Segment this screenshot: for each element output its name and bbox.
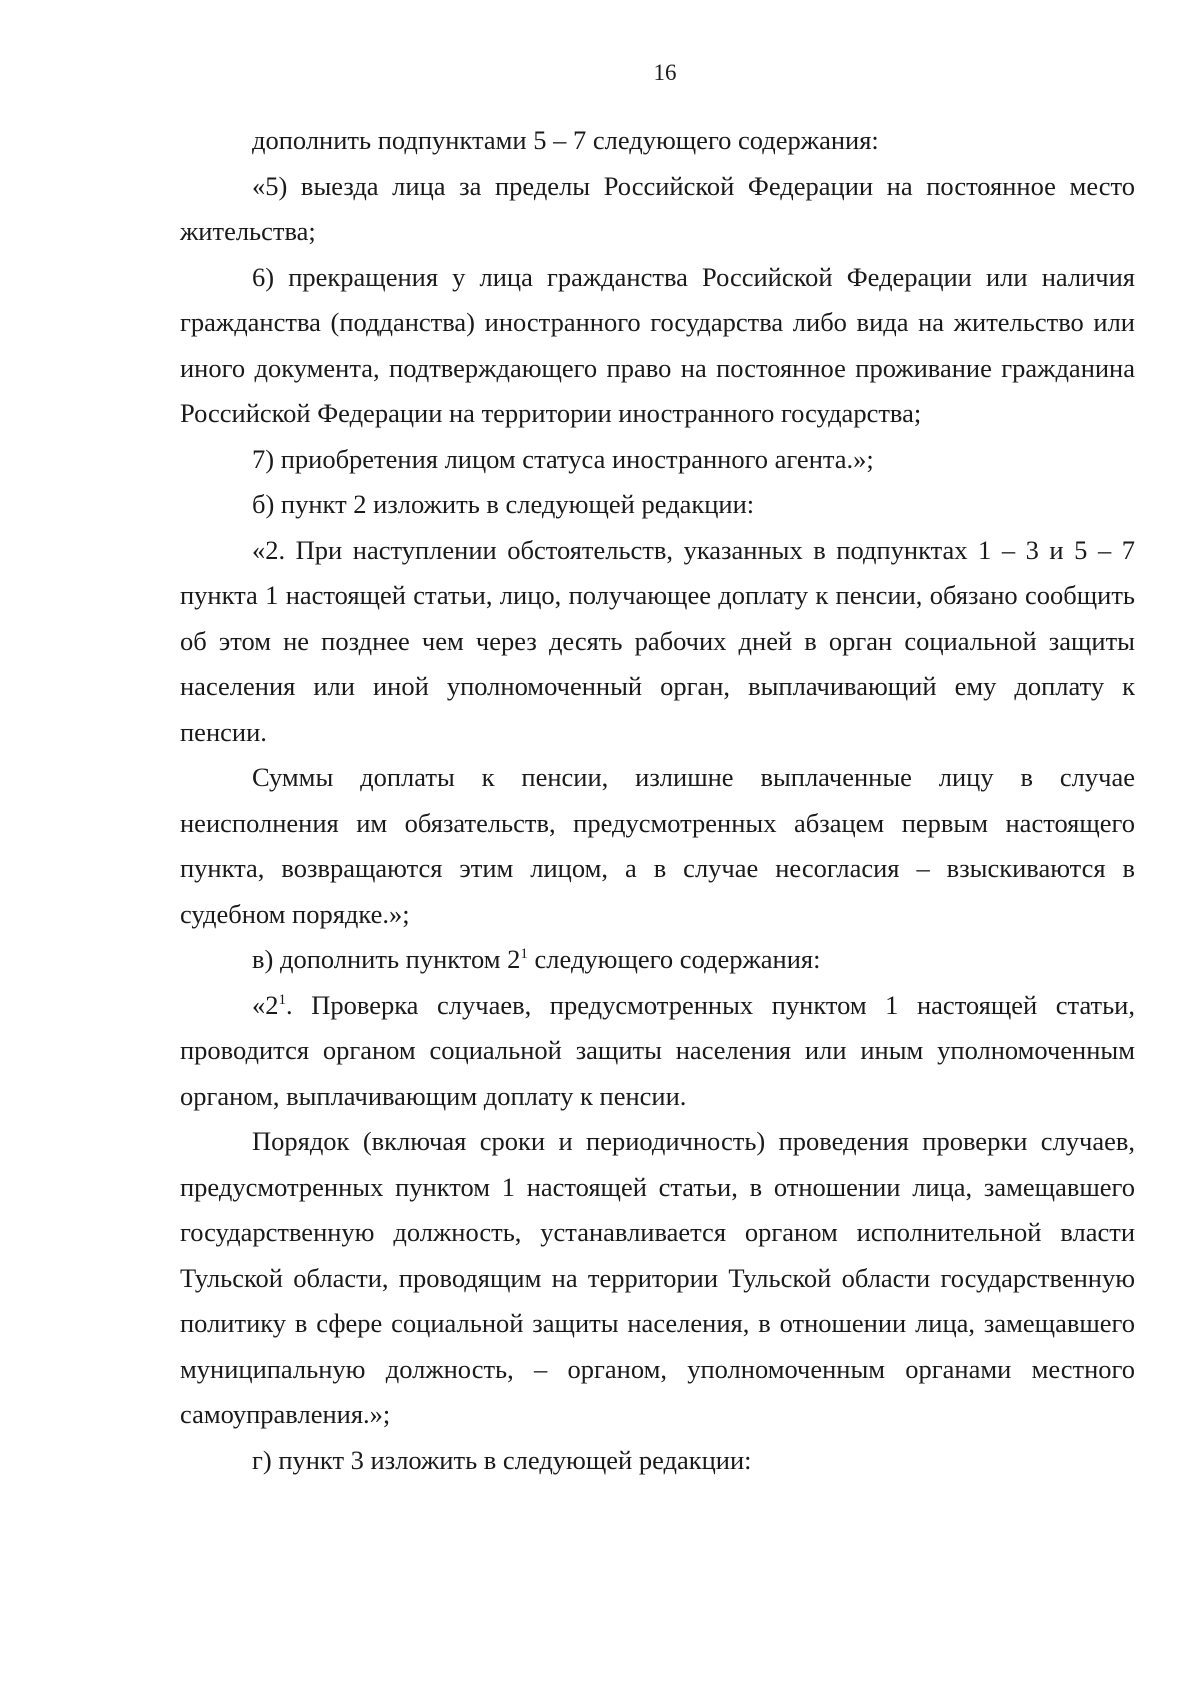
- paragraph-sub-5: «5) выезда лица за пределы Российской Федерации на постоянное место жительства;: [180, 170, 1135, 246]
- paragraph-procedure: Порядок (включая сроки и периодичность) проведения проверки случаев, предусмотренных пунктом 1 настоящей статьи, в отношении лица, замещавшего государственную должность, устанавливается органом исполнительной власти Тульской области, проводящим на территории Тульской области государственную политику в сфере социальной защиты населения, в отношении лица, замещавшего муниципальную должность, – органом, уполномоченным органами местного самоуправления.»;: [180, 1126, 1135, 1429]
- item-v-text: в) дополнить пунктом 2: [252, 944, 521, 974]
- paragraph-sub-7: 7) приобретения лицом статуса иностранного агента.»;: [252, 443, 874, 474]
- document-body: [180, 118, 1135, 1483]
- paragraph-intro: дополнить подпунктами 5 – 7 следующего содержания:: [252, 125, 879, 155]
- superscript: 1: [520, 946, 528, 962]
- paragraph-sub-6: 6) прекращения у лица гражданства Российской Федерации или наличия гражданства (подданства) иностранного государства либо вида на жительство или иного документа, подтверждающего право на постоянное проживание гражданина Российской Федерации на территории иностранного государства;: [180, 261, 1135, 428]
- point-2-1-start: «2: [252, 989, 279, 1020]
- paragraph-point-2-1: [180, 983, 1135, 1120]
- page-number: 16: [653, 60, 677, 85]
- paragraph-sums: Суммы доплаты к пенсии, излишне выплаченные лицу в случае неисполнения им обязательств, предусмотренных абзацем первым настоящего пункта, возвращаются этим лицом, а в случае несогласия – взыскиваются в судебном порядке.»;: [180, 762, 1135, 929]
- point-2-1-text: . Проверка случаев, предусмотренных пунктом 1 настоящей статьи, проводится органом социальной защиты населения или иным уполномоченным органом, выплачивающим доплату к пенсии.: [180, 989, 1135, 1111]
- paragraph-item-b: б) пункт 2 изложить в следующей редакции:: [252, 489, 755, 519]
- superscript: 1: [278, 991, 286, 1008]
- paragraph-point-2: «2. При наступлении обстоятельств, указанных в подпунктах 1 – 3 и 5 – 7 пункта 1 настоящей статьи, лицо, получающее доплату к пенсии, обязано сообщить об этом не позднее чем через десять рабочих дней в орган социальной защиты населения или иной уполномоченный орган, выплачивающий ему доплату к пенсии.: [180, 534, 1135, 747]
- item-v-text-end: следующего содержания:: [527, 944, 821, 974]
- paragraph-item-g: г) пункт 3 изложить в следующей редакции:: [252, 1444, 752, 1475]
- paragraph-item-v: [180, 937, 1135, 983]
